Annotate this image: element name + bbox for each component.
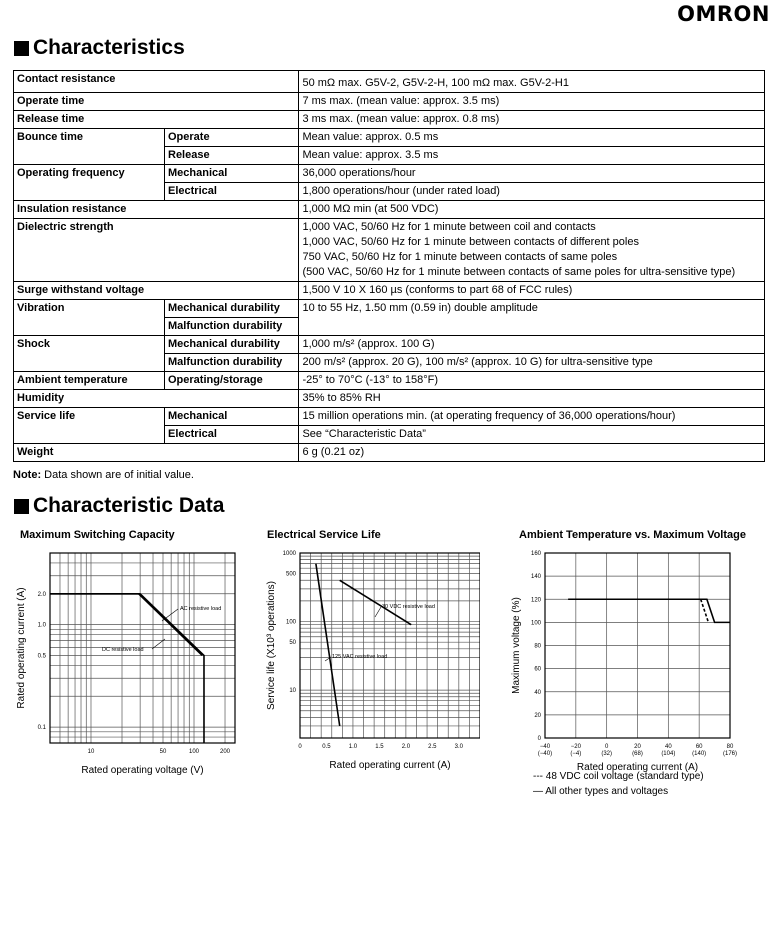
row-value: 36,000 operations/hour	[299, 165, 765, 183]
x-tick-label: 60	[695, 744, 703, 750]
y-tick-label: 100	[285, 619, 296, 626]
sub-label: Release	[165, 147, 299, 165]
value-line: 1,000 VAC, 50/60 Hz for 1 minute between coil and contacts	[302, 221, 596, 233]
series-line-0	[316, 564, 340, 726]
sub-label: Electrical	[165, 183, 299, 201]
square-bullet-icon	[14, 41, 29, 56]
x-tick-label: 10	[87, 749, 95, 755]
legend-dashed: --- 48 VDC coil voltage (standard type)	[533, 771, 704, 782]
note-label: Note:	[13, 469, 42, 481]
row-value: See “Characteristic Data”	[299, 426, 765, 444]
heading-text: Characteristic Data	[33, 494, 225, 517]
characteristics-heading	[14, 36, 185, 60]
row-value: Mean value: approx. 3.5 ms	[299, 147, 765, 165]
omron-logo: OMRON	[677, 2, 770, 26]
table-row	[14, 93, 765, 111]
row-value: 1,800 operations/hour (under rated load)	[299, 183, 765, 201]
table-row	[14, 201, 765, 219]
x-tick-label: 1.5	[375, 744, 384, 750]
sub-label: Mechanical	[165, 165, 299, 183]
value-line: 50 mΩ max. G5V-2, G5V-2-H, 100 mΩ max. G5V-2-H1	[302, 77, 569, 89]
square-bullet-icon	[14, 499, 29, 514]
row-value	[299, 93, 765, 111]
chart-title: Electrical Service Life	[267, 529, 381, 541]
sub-label: Malfunction durability	[165, 354, 299, 372]
characteristic-data-heading	[14, 494, 224, 518]
row-value	[299, 282, 765, 300]
sub-label: Mechanical durability	[165, 336, 299, 354]
x-tick-label: 80	[726, 744, 734, 750]
row-label: Insulation resistance	[14, 201, 299, 219]
sub-label: Operating/storage	[165, 372, 299, 390]
y-tick-label: 140	[530, 574, 541, 581]
x-tick-label-f: (−40)	[537, 751, 553, 757]
y-tick-label: 10	[289, 688, 296, 695]
x-tick-label-f: (104)	[661, 751, 676, 757]
annotation: 30 VDC resistive load	[382, 604, 435, 610]
x-tick-label-f: (−4)	[570, 751, 582, 757]
table-row	[14, 282, 765, 300]
y-axis-label: Rated operating current (A)	[16, 587, 27, 709]
y-tick-label: 0.1	[37, 725, 46, 732]
table-row	[14, 219, 765, 282]
table-row	[14, 408, 765, 426]
row-value: Mean value: approx. 0.5 ms	[299, 129, 765, 147]
x-axis-label: Rated operating current (A)	[576, 762, 699, 773]
row-label: Ambient temperature	[14, 372, 165, 390]
row-value	[299, 219, 765, 282]
table-row	[14, 71, 765, 93]
x-tick-label: 3.0	[454, 744, 463, 750]
y-tick-label: 120	[530, 597, 541, 604]
x-tick-label-f: (32)	[601, 751, 613, 757]
y-tick-label: 0	[537, 736, 541, 742]
x-tick-label: 2.5	[428, 744, 437, 750]
plot-frame	[300, 553, 480, 738]
x-tick-label: 100	[188, 749, 200, 755]
row-label: Bounce time	[14, 129, 165, 165]
row-label: Humidity	[14, 390, 299, 408]
annotation-leader	[162, 609, 178, 621]
row-label: Contact resistance	[14, 71, 299, 93]
x-tick-label: 50	[159, 749, 167, 755]
y-tick-label: 20	[534, 712, 541, 719]
sub-label: Electrical	[165, 426, 299, 444]
sub-label: Mechanical durability	[165, 300, 299, 318]
annotation-leader	[375, 607, 381, 617]
value-line: 35% to 85% RH	[302, 392, 381, 404]
max-switching-capacity-chart	[10, 545, 250, 775]
y-axis-label: Maximum voltage (%)	[511, 597, 522, 694]
sub-label: Operate	[165, 129, 299, 147]
table-row	[14, 372, 765, 390]
x-tick-label: 2.0	[401, 744, 411, 750]
y-tick-label: 80	[534, 643, 541, 650]
heading-text: Characteristics	[33, 36, 185, 59]
sub-label: Mechanical	[165, 408, 299, 426]
y-tick-label: 40	[534, 689, 541, 696]
x-tick-label: 20	[634, 744, 641, 750]
row-value: -25° to 70°C (-13° to 158°F)	[299, 372, 765, 390]
row-value: 10 to 55 Hz, 1.50 mm (0.59 in) double amplitude	[299, 300, 765, 336]
table-row	[14, 129, 765, 147]
annotation: DC resistive load	[102, 647, 144, 653]
row-label: Surge withstand voltage	[14, 282, 299, 300]
x-tick-label: −20	[570, 744, 581, 750]
value-line: 750 VAC, 50/60 Hz for 1 minute between contacts of same poles	[302, 251, 618, 263]
annotation: AC resistive load	[180, 606, 222, 612]
note-text: Data shown are of initial value.	[41, 469, 194, 481]
row-label: Shock	[14, 336, 165, 372]
chart-title: Maximum Switching Capacity	[20, 529, 175, 541]
series-line-0	[568, 599, 730, 622]
value-line: 1,000 VAC, 50/60 Hz for 1 minute between contacts of different poles	[302, 236, 639, 248]
value-line: (500 VAC, 50/60 Hz for 1 minute between contacts of same poles for ultra-sensitive type)	[302, 266, 736, 278]
x-tick-label: −40	[539, 744, 551, 750]
y-tick-label: 1000	[282, 551, 296, 557]
value-line: 3 ms max. (mean value: approx. 0.8 ms)	[302, 113, 500, 125]
row-value: 200 m/s² (approx. 20 G), 100 m/s² (approx. 10 G) for ultra-sensitive type	[299, 354, 765, 372]
legend-solid: — All other types and voltages	[533, 786, 669, 797]
sub-label: Malfunction durability	[165, 318, 299, 336]
x-axis-label: Rated operating current (A)	[329, 760, 451, 771]
y-tick-label: 160	[530, 551, 541, 557]
y-tick-label: 100	[530, 620, 541, 627]
value-line: 1,000 MΩ min (at 500 VDC)	[302, 203, 439, 215]
table-row	[14, 390, 765, 408]
x-tick-label-f: (68)	[632, 751, 643, 757]
y-tick-label: 0.5	[37, 653, 46, 660]
ambient-temp-chart	[505, 545, 775, 775]
y-tick-label: 1.0	[37, 622, 46, 629]
row-label: Release time	[14, 111, 299, 129]
note	[13, 469, 194, 481]
value-line: 7 ms max. (mean value: approx. 3.5 ms)	[302, 95, 500, 107]
chart-title: Ambient Temperature vs. Maximum Voltage	[519, 529, 746, 541]
row-value: 1,000 m/s² (approx. 100 G)	[299, 336, 765, 354]
row-label: Dielectric strength	[14, 219, 299, 282]
table-row	[14, 165, 765, 183]
characteristics-table	[13, 70, 765, 462]
x-tick-label: 200	[220, 749, 231, 755]
row-value	[299, 390, 765, 408]
x-tick-label: 40	[664, 744, 672, 750]
series-line-0	[50, 594, 204, 743]
row-value	[299, 201, 765, 219]
y-tick-label: 50	[289, 640, 296, 647]
y-axis-label: Service life (X10³ operations)	[266, 581, 277, 710]
x-tick-label: 0	[298, 744, 302, 750]
row-label: Service life	[14, 408, 165, 444]
annotation: 125 VAC resistive load	[332, 654, 388, 660]
row-label: Operate time	[14, 93, 299, 111]
row-value	[299, 444, 765, 462]
series-line-1	[340, 580, 411, 624]
row-value: 15 million operations min. (at operating frequency of 36,000 operations/hour)	[299, 408, 765, 426]
row-value	[299, 111, 765, 129]
table-row	[14, 111, 765, 129]
x-tick-label: 0	[604, 744, 609, 750]
row-value	[299, 71, 765, 93]
table-row	[14, 300, 765, 318]
x-tick-label: 0.5	[322, 744, 331, 750]
y-tick-label: 2.0	[37, 591, 46, 598]
x-tick-label-f: (176)	[722, 751, 738, 757]
row-label: Operating frequency	[14, 165, 165, 201]
value-line: 1,500 V 10 X 160 µs (conforms to part 68 of FCC rules)	[302, 284, 573, 296]
x-tick-label: 1.0	[348, 744, 358, 750]
y-tick-label: 60	[534, 666, 541, 673]
y-tick-label: 500	[285, 571, 296, 578]
table-row	[14, 444, 765, 462]
x-axis-label: Rated operating voltage (V)	[81, 765, 204, 775]
value-line: 6 g (0.21 oz)	[302, 446, 365, 458]
row-label: Weight	[14, 444, 299, 462]
electrical-service-life-chart	[260, 545, 480, 775]
x-tick-label-f: (140)	[692, 751, 707, 757]
row-label: Vibration	[14, 300, 165, 336]
table-row	[14, 336, 765, 354]
